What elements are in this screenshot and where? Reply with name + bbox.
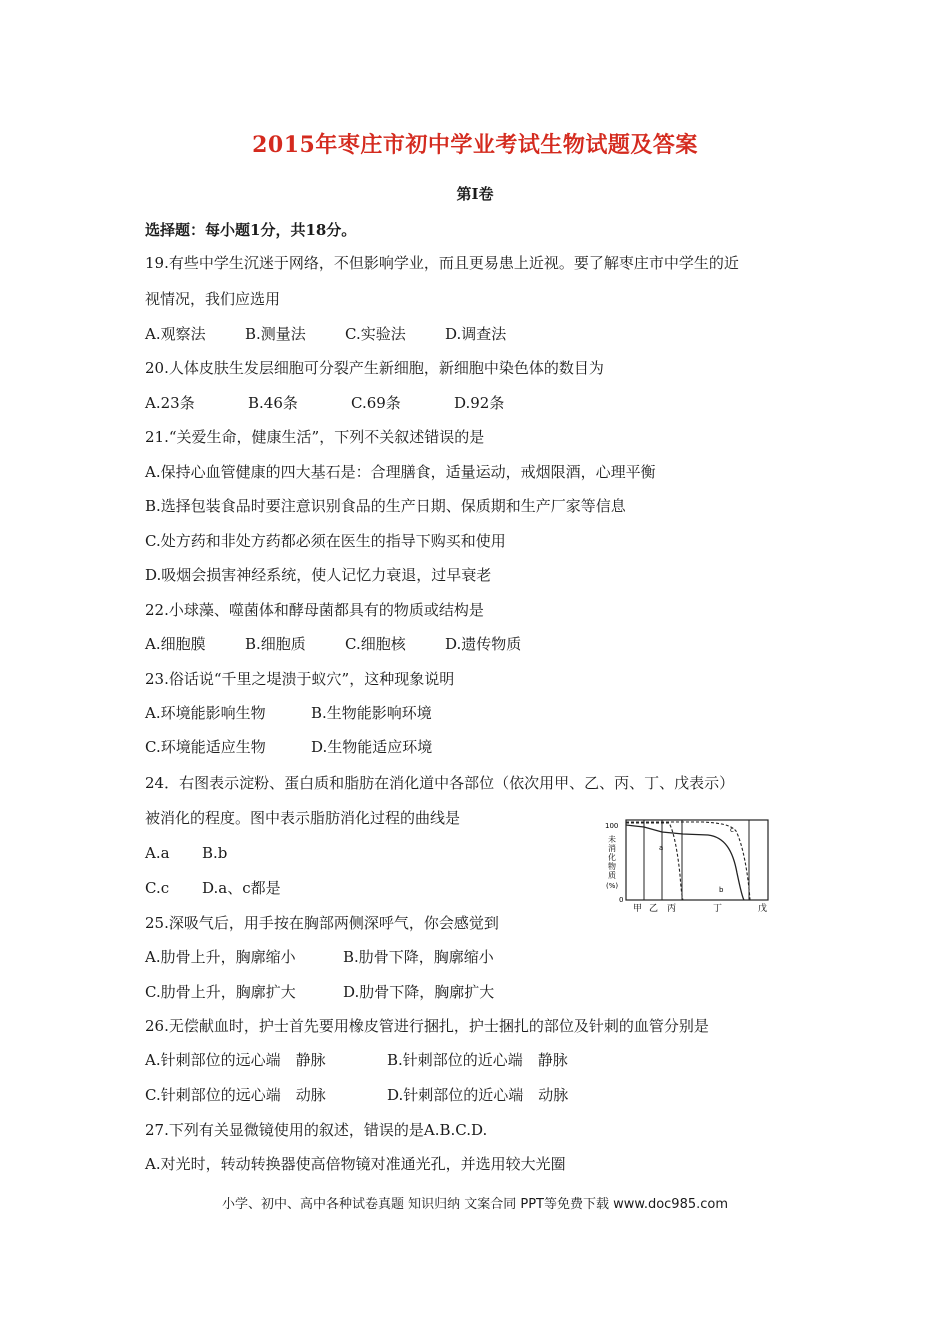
y-axis-char-5: 质 [608, 871, 616, 880]
q21-option-a: A.保持心血管健康的四大基石是：合理膳食，适量运动，戒烟限酒，心理平衡 [145, 463, 656, 481]
y-min-label: 0 [619, 896, 624, 904]
curve-label-b: b [719, 886, 724, 894]
option-a: A.a [145, 844, 170, 862]
curve-label-c: c [730, 826, 734, 834]
q19-stem-line2: 视情况，我们应选用 [145, 290, 281, 308]
x-label-ding: 丁 [713, 904, 723, 914]
option-c: C.环境能适应生物 [145, 738, 266, 756]
q21-option-b: B.选择包装食品时要注意识别食品的生产日期、保质期和生产厂家等信息 [145, 497, 626, 515]
q26-options-row2 [145, 1084, 568, 1105]
q23-stem: 23.俗话说“千里之堤溃于蚁穴”，这种现象说明 [145, 670, 455, 688]
x-label-wu: 戊 [758, 904, 768, 914]
option-c: C.69条 [351, 394, 401, 412]
q27-stem: 27.下列有关显微镜使用的叙述，错误的是A.B.C.D. [145, 1121, 488, 1139]
y-axis-char-4: 物 [608, 862, 616, 871]
y-axis-char-1: 未 [608, 835, 616, 844]
option-d: D.针刺部位的近心端 动脉 [387, 1086, 569, 1104]
y-axis-char-2: 消 [608, 844, 616, 853]
q20-stem: 20.人体皮肤生发层细胞可分裂产生新细胞，新细胞中染色体的数目为 [145, 359, 604, 377]
q24-stem-line2: 被消化的程度。图中表示脂肪消化过程的曲线是 [145, 809, 461, 827]
option-b: B.46条 [248, 394, 298, 412]
option-d: D.肋骨下降，胸廓扩大 [343, 983, 495, 1001]
option-b: B.肋骨下降，胸廓缩小 [343, 948, 494, 966]
q27-option-a: A.对光时，转动转换器使高倍物镜对准通光孔，并选用较大光圈 [145, 1155, 566, 1173]
option-b: B.针刺部位的近心端 静脉 [387, 1051, 568, 1069]
option-a: A.细胞膜 [145, 635, 206, 653]
q23-options-row2 [145, 736, 432, 757]
option-d: D.a、c都是 [202, 879, 281, 897]
q26-options-row1 [145, 1049, 568, 1070]
q19-options [145, 323, 506, 344]
q21-option-d: D.吸烟会损害神经系统，使人记忆力衰退，过早衰老 [145, 566, 492, 584]
option-d: D.92条 [454, 394, 505, 412]
option-a: A.23条 [145, 394, 195, 412]
option-a: A.肋骨上升，胸廓缩小 [145, 948, 296, 966]
q25-stem: 25.深吸气后，用手按在胸部两侧深呼气，你会感觉到 [145, 914, 499, 932]
y-axis-label [606, 834, 618, 890]
q25-options-row2 [145, 981, 494, 1002]
q25-options-row1 [145, 946, 494, 967]
option-c: C.针刺部位的远心端 动脉 [145, 1086, 326, 1104]
page-footer: 小学、初中、高中各种试卷真题 知识归纳 文案合同 PPT等免费下载 www.doc985.com [221, 1197, 729, 1212]
q21-option-c: C.处方药和非处方药都必须在医生的指导下购买和使用 [145, 532, 506, 550]
option-d: D.调查法 [445, 325, 507, 343]
option-c: C.细胞核 [345, 635, 406, 653]
curve-label-a: a [659, 844, 664, 852]
q23-options-row1 [145, 702, 432, 723]
option-a: A.环境能影响生物 [145, 704, 266, 722]
q21-stem: 21.“关爱生命，健康生活”，下列不关叙述错误的是 [145, 428, 485, 446]
q24-stem-line1: 24．右图表示淀粉、蛋白质和脂肪在消化道中各部位（依次用甲、乙、丙、丁、戊表示） [145, 774, 735, 792]
option-c: C.实验法 [345, 325, 406, 343]
plot-frame [626, 820, 768, 900]
option-c: C.c [145, 879, 170, 897]
x-label-bing: 丙 [667, 904, 677, 914]
q20-options [145, 392, 504, 413]
option-a: A.观察法 [145, 325, 206, 343]
y-axis-char-3: 化 [608, 853, 616, 862]
q24-options-row1 [145, 844, 227, 862]
option-b: B.细胞质 [245, 635, 306, 653]
option-a: A.针刺部位的远心端 静脉 [145, 1051, 326, 1069]
x-label-jia: 甲 [633, 904, 643, 914]
digestion-figure [603, 815, 775, 920]
q19-stem-line1: 19.有些中学生沉迷于网络，不但影响学业，而且更易患上近视。要了解枣庄市中学生的近 [145, 254, 739, 272]
option-b: B.生物能影响环境 [311, 704, 432, 722]
document-title: 2015年枣庄市初中学业考试生物试题及答案 [252, 132, 698, 158]
curve-starch [626, 823, 683, 900]
y-max-label: 100 [605, 822, 619, 830]
option-c: C.肋骨上升，胸廓扩大 [145, 983, 296, 1001]
option-b: B.测量法 [245, 325, 306, 343]
option-d: D.遗传物质 [445, 635, 522, 653]
q26-stem: 26.无偿献血时，护士首先要用橡皮管进行捆扎，护士捆扎的部位及针刺的血管分别是 [145, 1017, 709, 1035]
q24-options-row2 [145, 877, 281, 898]
section-heading: 第Ⅰ卷 [456, 185, 494, 203]
q22-options [145, 633, 521, 654]
y-axis-char-6: (%) [606, 882, 619, 890]
option-d: D.生物能适应环境 [311, 738, 433, 756]
q22-stem: 22.小球藻、噬菌体和酵母菌都具有的物质或结构是 [145, 601, 484, 619]
x-label-yi: 乙 [649, 904, 659, 914]
option-b: B.b [202, 844, 228, 862]
instruction: 选择题：每小题1分，共18分。 [145, 221, 357, 239]
